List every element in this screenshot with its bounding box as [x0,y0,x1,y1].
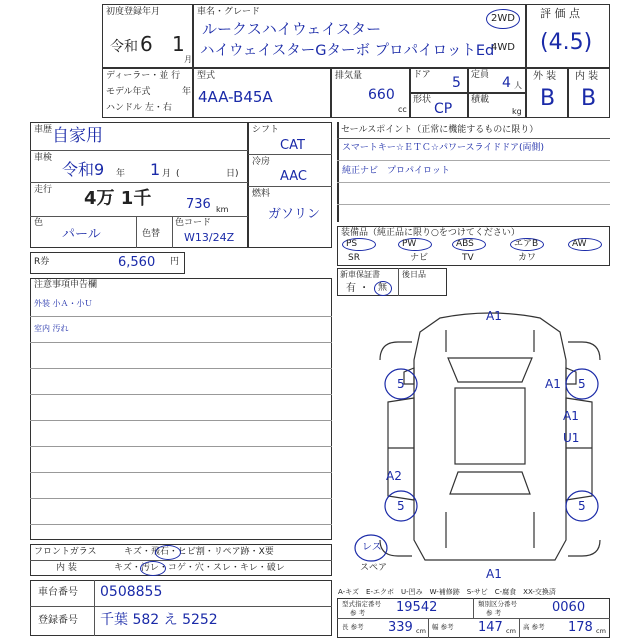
sales-points-line1: スマートキー☆ＥＴＣ☆パワースライドドア(両側) [342,143,544,153]
height-unit: cm [596,627,606,635]
mileage-unit: km [216,205,229,214]
damage-mark-front-right-wheel: 5 [578,377,586,391]
load-unit: kg [512,107,522,116]
front-glass-label: フロントガラス [34,547,97,557]
notes-line-2: 室内 汚れ [34,324,69,333]
handle-label: ハンドル 左・右 [106,103,172,113]
notes-line-1: 外装 小Ａ・小Ｕ [34,299,93,308]
category-value: 自家用 [52,126,103,146]
chassis-value: 0508855 [100,584,163,600]
color-change-label: 色替 [142,229,161,239]
recycle-label: R券 [34,257,50,267]
first-registration-label: 初度登録年月 [106,7,161,17]
color-label: 色 [34,218,44,228]
damage-mark-left-rear: A2 [386,469,402,483]
color-value: パール [62,227,101,242]
displacement-label: 排気量 [335,71,363,81]
first-registration-month: 1 [172,32,185,56]
damage-mark-right-door-2: U1 [563,431,580,445]
shift-value: CAT [280,138,305,153]
shape-value: CP [434,101,453,117]
inspection-label: 車検 [34,153,53,163]
equipment-item-2: ABS [456,239,474,249]
damage-legend: A-キズ E-エクボ U-凹み W-補修跡 S-サビ C-腐食 XX-交換済 [338,588,556,596]
first-registration-era: 令和 [110,39,138,55]
class-label: 類別区分番号 [478,600,517,608]
class-sub: 参 考 [486,609,502,617]
exterior-grade-value: B [540,86,556,111]
length-label: 長 参考 [342,623,364,631]
door-value: 5 [452,75,461,91]
capacity-label: 定員 [471,70,490,80]
ac-label: 冷房 [252,157,271,167]
interior-grade-value: B [581,86,597,111]
interior-grade-label: 内 装 [575,71,599,82]
notes-label: 注意事項申告欄 [34,280,98,290]
recycle-value: 6,560 [118,255,156,270]
equipment-item-4: AW [572,239,587,249]
score-label: 評 価 点 [540,7,580,20]
damage-mark-right-door-1: A1 [563,409,579,423]
model-year-unit: 年 [182,87,192,97]
car-name: ルークスハイウェイスター [202,20,382,38]
equipment-item-row2-0: SR [348,253,360,263]
spare-tire-label: スペア [360,563,388,573]
load-label: 積載 [471,95,490,105]
category-label: 車歴 [34,125,53,135]
equipment-item-row2-3: カワ [518,253,537,263]
class-value: 0060 [552,600,586,615]
mileage-value: 4万 1千 [84,188,152,209]
first-registration-month-unit: 月 [184,55,192,64]
model-cert-label: 型式指定番号 [342,600,381,608]
damage-mark-front: A1 [486,309,502,323]
ac-value: AAC [280,169,307,184]
height-value: 178 [568,620,593,635]
shape-label: 形状 [413,95,432,105]
spare-tire-note: レス [362,542,382,553]
first-registration-year: 6 [140,32,153,56]
mileage-sub-value: 736 [186,197,211,212]
shift-label: シフト [252,125,280,135]
inspection-era: 令和9 [62,160,105,179]
name-grade-label: 車名・グレード [197,7,261,17]
interior-text: キズ・汚レ・コゲ・穴・スレ・キレ・破レ [114,563,285,573]
equipment-item-row2-2: TV [462,253,474,263]
later-items-label: 後日品 [402,270,426,279]
warranty-none: 無 [378,283,388,293]
model-year-label: モデル年式 [106,87,151,97]
height-label: 高 参考 [523,623,545,631]
inspection-day-unit: 日) [226,169,239,179]
inspection-year-unit: 年 [116,169,126,179]
capacity-unit: 人 [514,81,522,90]
capacity-value: 4 [502,75,511,91]
chassis-label: 車台番号 [38,587,78,598]
exterior-grade-label: 外 装 [533,71,557,82]
sales-points-label: セールスポイント（正常に機能するものに限り） [341,125,539,135]
dirt-circle [140,561,166,576]
length-unit: cm [416,627,426,635]
grade-name: ハイウェイスターGターボ プロパイロットEd [200,43,495,59]
score-value: (4.5) [540,30,593,55]
width-label: 幅 参考 [432,623,454,631]
model-cert-sub: 参 考 [350,609,366,617]
equipment-item-0: PS [346,239,358,249]
drive-4wd: 4WD [491,42,515,53]
model-cert-value: 19542 [396,600,438,615]
equipment-item-3: エアB [514,239,539,249]
damage-mark-rear-left-wheel: 5 [397,499,405,513]
fuel-value: ガソリン [268,207,321,222]
damage-mark-rear: A1 [486,567,502,581]
recycle-unit: 円 [170,257,180,267]
sales-points-line2: 純正ナビ プロパイロット [342,166,450,176]
equipment-label: 装備品（純正品に限り○をつけてください） [341,228,520,238]
type-label: 型式 [197,71,216,81]
inspection-month: 1 [150,160,161,179]
inspection-day-open: ( [176,169,180,179]
inspection-month-unit: 月 [162,169,172,179]
fuel-label: 燃料 [252,189,271,199]
displacement-value: 660 [368,87,395,103]
door-label: ドア [413,70,431,80]
drive-2wd: 2WD [491,13,515,24]
dealer-label: ディーラー・並 行 [106,71,181,81]
warranty-label: 新車保証書 [340,270,380,279]
width-value: 147 [478,620,503,635]
width-unit: cm [506,627,516,635]
type-value: 4AA-B45A [198,88,273,106]
equipment-item-1: PW [402,239,417,249]
mileage-label: 走行 [34,185,53,195]
displacement-unit: cc [398,105,407,114]
damage-mark-front-left-wheel: 5 [397,377,405,391]
damage-mark-right-front: A1 [545,377,561,391]
plate-value: 千葉 582 え 5252 [100,612,218,628]
interior-label: 内 装 [56,563,77,573]
damage-mark-rear-right-wheel: 5 [578,499,586,513]
length-value: 339 [388,620,413,635]
color-code-label: 色コード [175,218,212,228]
plate-label: 登録番号 [38,615,78,626]
front-glass-text: キズ・飛石・ヒビ割・リペア跡・X要 [124,547,274,557]
color-code-value: W13/24Z [184,231,235,244]
warranty-yes: 有 ・ [346,283,370,294]
stone-chip-circle [155,545,181,560]
equipment-item-row2-1: ナビ [410,253,429,263]
